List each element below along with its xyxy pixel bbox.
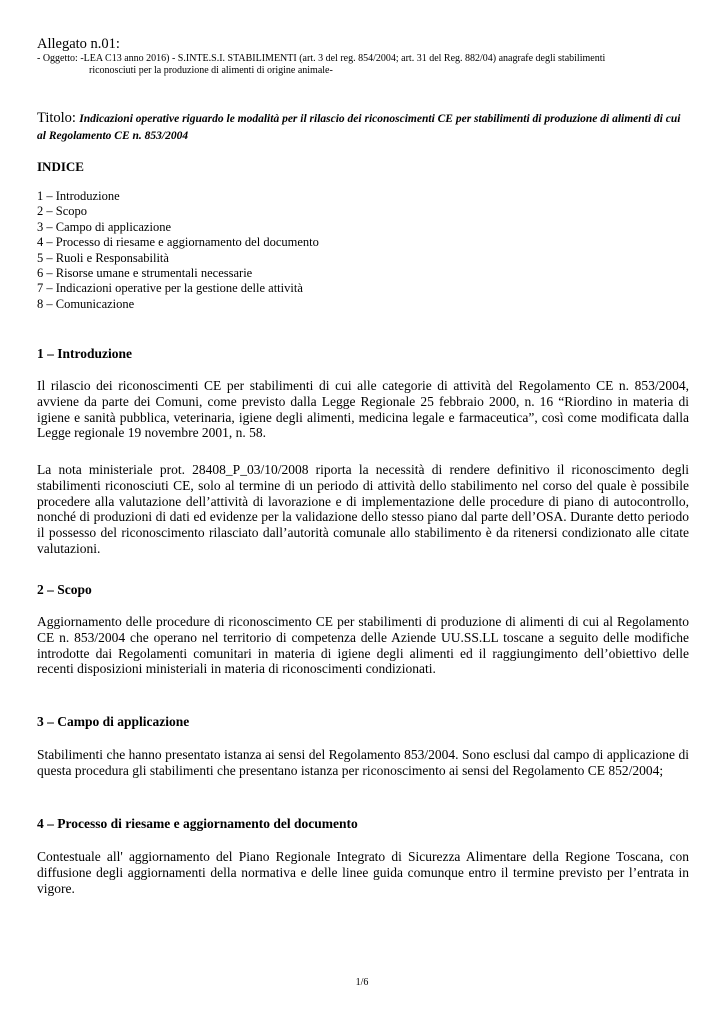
introduzione-paragraph-2: La nota ministeriale prot. 28408_P_03/10/2008 riporta la necessità di rendere definitivo il riconoscimento degli stabilimenti riconosciuti CE, solo al termine di un periodo di attività dello stabilimento nel corso del quale è possibile procedere alla valutazione dell’attività di lavorazione e di implementazione delle procedure di piano di autocontrollo, nonché di produzioni di dati ed evidenze per la validazione dello stesso piano dal parte dell’OSA. Durante detto periodo il possesso del riconoscimento rilasciato dall’autorità comunale allo stabilimento è da ritenersi condizionato alle citate valutazioni.	[37, 462, 689, 556]
oggetto-line-1: - Oggetto: -LEA C13 anno 2016) - S.INTE.S.I. STABILIMENTI (art. 3 del reg. 854/2004; art. 31 del Reg. 882/04) anagrafe degli stabilimenti	[37, 53, 606, 64]
toc-item: 7 – Indicazioni operative per la gestione delle attività	[37, 281, 303, 296]
oggetto-line-2: riconosciuti per la produzione di alimenti di origine animale-	[89, 65, 333, 76]
page-number: 1/6	[355, 977, 369, 988]
toc-item: 1 – Introduzione	[37, 189, 120, 203]
toc-item: 6 – Risorse umane e strumentali necessarie	[37, 266, 253, 281]
toc-item: 8 – Comunicazione	[37, 296, 135, 311]
table-of-contents	[37, 189, 319, 312]
toc-item: 3 – Campo di applicazione	[37, 219, 171, 234]
toc-item: 4 – Processo di riesame e aggiornamento del documento	[37, 235, 319, 250]
title-text: Indicazioni operative riguardo le modalità per il rilascio dei riconoscimenti CE per stabilimenti di produzione di alimenti di cui al Regolamento CE n. 853/2004	[37, 113, 681, 142]
processo-paragraph: Contestuale all' aggiornamento del Piano Regionale Integrato di Sicurezza Alimentare della Regione Toscana, con diffusione degli aggiornamenti della normativa e delle linee guida comunque entro il termine previsto per l’entrata in vigore.	[37, 849, 689, 896]
campo-paragraph: Stabilimenti che hanno presentato istanza ai sensi del Regolamento 853/2004. Sono esclusi dal campo di applicazione di questa procedura gli stabilimenti che presentano istanza per riconoscimento ai sensi del Regolamento CE 852/2004;	[37, 747, 689, 778]
section-heading-processo: 4 – Processo di riesame e aggiornamento del documento	[37, 816, 358, 831]
section-heading-scopo: 2 – Scopo	[37, 582, 92, 597]
index-heading: INDICE	[37, 159, 84, 174]
section-heading-introduzione: 1 – Introduzione	[37, 346, 133, 361]
allegato-label: Allegato n.01:	[37, 36, 120, 52]
document-title	[37, 110, 689, 144]
toc-item: 2 – Scopo	[37, 204, 87, 219]
introduzione-paragraph-1: Il rilascio dei riconoscimenti CE per stabilimenti di cui alle categorie di attività del Regolamento CE n. 853/2004, avviene da parte dei Comuni, come previsto dalla Legge Regionale 25 febbraio 2000, n. 16 “Riordino in materia di igiene e sanità pubblica, veterinaria, igiene degli alimenti, medicina legale e farmaceutica”, così come modificata dalla Legge regionale 19 novembre 2001, n. 58.	[37, 378, 689, 441]
oggetto-text	[37, 53, 687, 77]
section-heading-campo: 3 – Campo di applicazione	[37, 714, 190, 729]
scopo-paragraph: Aggiornamento delle procedure di riconoscimento CE per stabilimenti di produzione di alimenti di cui al Regolamento CE n. 853/2004 che operano nel territorio di competenza delle Aziende UU.SS.LL toscane a seguito delle modifiche introdotte dai Regolamenti comunitari in materia di igiene degli alimenti ed il raggiungimento dell’obiettivo delle recenti disposizioni ministeriali in materia di riconoscimenti condizionati.	[37, 614, 689, 677]
title-label: Titolo:	[37, 110, 76, 126]
toc-item: 5 – Ruoli e Responsabilità	[37, 250, 169, 265]
